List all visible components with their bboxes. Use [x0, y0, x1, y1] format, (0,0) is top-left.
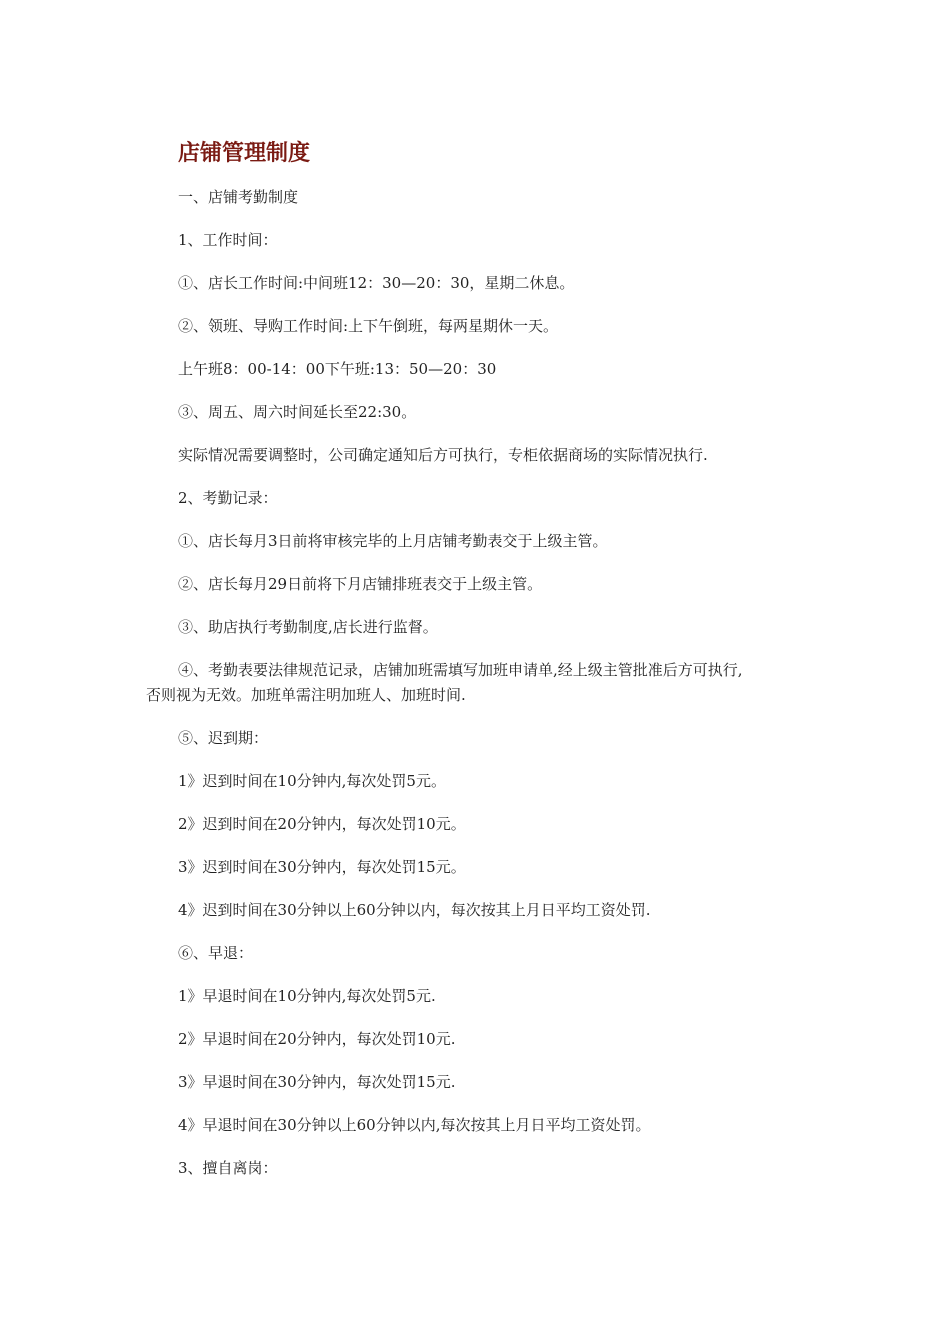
- paragraph-shift-times: 上午班8：00-14：00下午班:13：50—20：30: [178, 360, 497, 378]
- list-item-late-10: 1》迟到时间在10分钟内,每次处罚5元。: [178, 772, 446, 790]
- list-item-late-30: 3》迟到时间在30分钟内，每次处罚15元。: [178, 858, 466, 876]
- paragraph-staff-hours: ②、领班、导购工作时间:上下午倒班，每两星期休一天。: [178, 317, 559, 335]
- list-item-early-30: 3》早退时间在30分钟内，每次处罚15元.: [178, 1073, 456, 1091]
- list-item-late-20: 2》迟到时间在20分钟内，每次处罚10元。: [178, 815, 466, 833]
- subsection-attendance-record: 2、考勤记录：: [178, 489, 278, 507]
- subsection-early-leave: ⑥、早退：: [178, 944, 254, 962]
- list-item-early-60: 4》早退时间在30分钟以上60分钟以内,每次按其上月日平均工资处罚。: [178, 1116, 651, 1134]
- paragraph-schedule-report: ②、店长每月29日前将下月店铺排班表交于上级主管。: [178, 575, 543, 593]
- subsection-work-time: 1、工作时间：: [178, 231, 278, 249]
- paragraph-weekend-extension: ③、周五、周六时间延长至22:30。: [178, 403, 417, 421]
- list-item-early-20: 2》早退时间在20分钟内，每次处罚10元.: [178, 1030, 456, 1048]
- document-title: 店铺管理制度: [178, 141, 311, 166]
- subsection-late: ⑤、迟到期：: [178, 729, 269, 747]
- paragraph-adjustment-note: 实际情况需要调整时，公司确定通知后方可执行，专柜依据商场的实际情况执行.: [178, 446, 708, 464]
- paragraph-monthly-report: ①、店长每月3日前将审核完毕的上月店铺考勤表交于上级主管。: [178, 532, 608, 550]
- paragraph-supervision: ③、助店执行考勤制度,店长进行监督。: [178, 618, 438, 636]
- subsection-leaving-post: 3、擅自离岗：: [178, 1159, 278, 1177]
- paragraph-overtime-line2: 否则视为无效。加班单需注明加班人、加班时间.: [146, 686, 466, 704]
- list-item-late-60: 4》迟到时间在30分钟以上60分钟以内，每次按其上月日平均工资处罚.: [178, 901, 651, 919]
- paragraph-overtime-line1: ④、考勤表要法律规范记录，店铺加班需填写加班申请单,经上级主管批准后方可执行,: [178, 661, 743, 679]
- section-heading-attendance: 一、店铺考勤制度: [178, 188, 299, 206]
- paragraph-manager-hours: ①、店长工作时间:中间班12：30—20：30，星期二休息。: [178, 274, 575, 292]
- list-item-early-10: 1》早退时间在10分钟内,每次处罚5元.: [178, 987, 436, 1005]
